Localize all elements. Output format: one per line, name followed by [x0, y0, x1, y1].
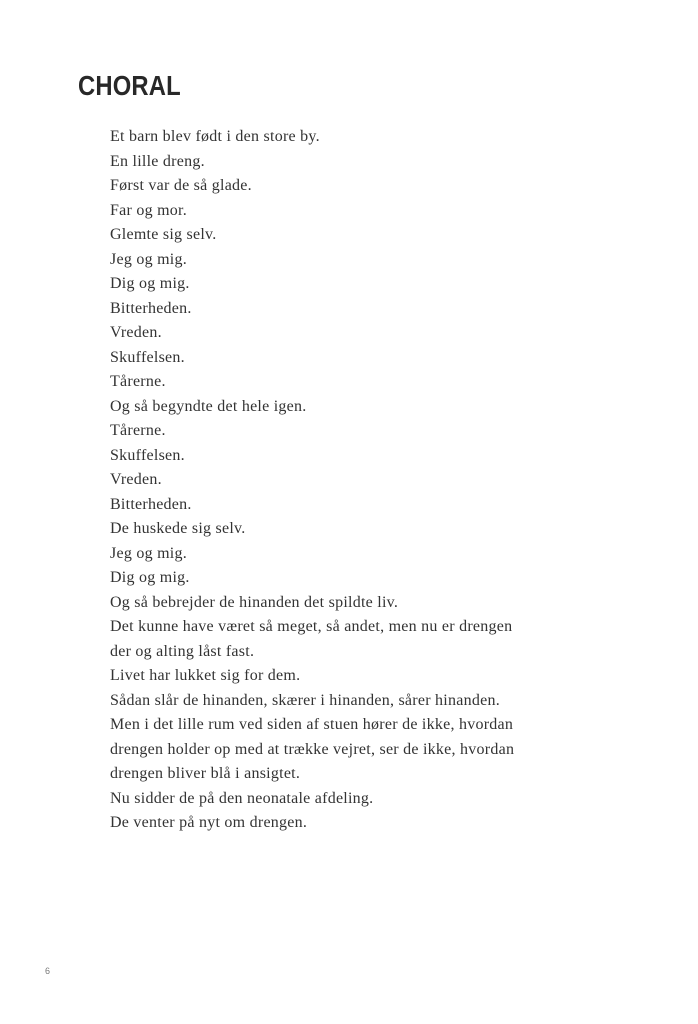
- poem-line: der og alting låst fast.: [110, 642, 255, 660]
- poem-line: Skuffelsen.: [110, 446, 185, 464]
- poem-line: Og så begyndte det hele igen.: [110, 397, 307, 415]
- poem-line: Et barn blev født i den store by.: [110, 128, 320, 145]
- poem-line: Det kunne have været så meget, så andet, men nu er drengen: [110, 618, 513, 635]
- poem-line: Jeg og mig.: [110, 250, 187, 268]
- poem-line: Skuffelsen.: [110, 348, 185, 366]
- poem-line: Livet har lukket sig for dem.: [110, 667, 301, 684]
- page-number: 6: [45, 966, 51, 976]
- poem-line: Tårerne.: [110, 422, 166, 439]
- poem-line: Men i det lille rum ved siden af stuen hører de ikke, hvordan: [110, 716, 514, 733]
- poem-line: Sådan slår de hinanden, skærer i hinanden, sårer hinanden.: [110, 691, 500, 709]
- poem: [110, 125, 580, 836]
- poem-line: Nu sidder de på den neonatale afdeling.: [110, 789, 374, 807]
- poem-line: De huskede sig selv.: [110, 520, 246, 537]
- poem-line: Bitterheden.: [110, 299, 192, 317]
- poem-line: Bitterheden.: [110, 495, 192, 513]
- poem-line: Tårerne.: [110, 373, 166, 390]
- poem-line: drengen holder op med at trække vejret, ser de ikke, hvordan: [110, 740, 515, 758]
- page-title: CHORAL: [78, 70, 181, 101]
- poem-line: Dig og mig.: [110, 275, 190, 292]
- poem-line: Først var de så glade.: [110, 177, 252, 194]
- poem-line: Vreden.: [110, 471, 162, 488]
- poem-line: En lille dreng.: [110, 152, 205, 170]
- poem-line: Dig og mig.: [110, 569, 190, 586]
- poem-line: Glemte sig selv.: [110, 226, 217, 243]
- poem-line: drengen bliver blå i ansigtet.: [110, 765, 301, 782]
- poem-line: Far og mor.: [110, 201, 187, 219]
- poem-line: Og så bebrejder de hinanden det spildte liv.: [110, 593, 399, 611]
- poem-line: De venter på nyt om drengen.: [110, 814, 308, 831]
- poem-line: Vreden.: [110, 324, 162, 341]
- poem-line: Jeg og mig.: [110, 544, 187, 562]
